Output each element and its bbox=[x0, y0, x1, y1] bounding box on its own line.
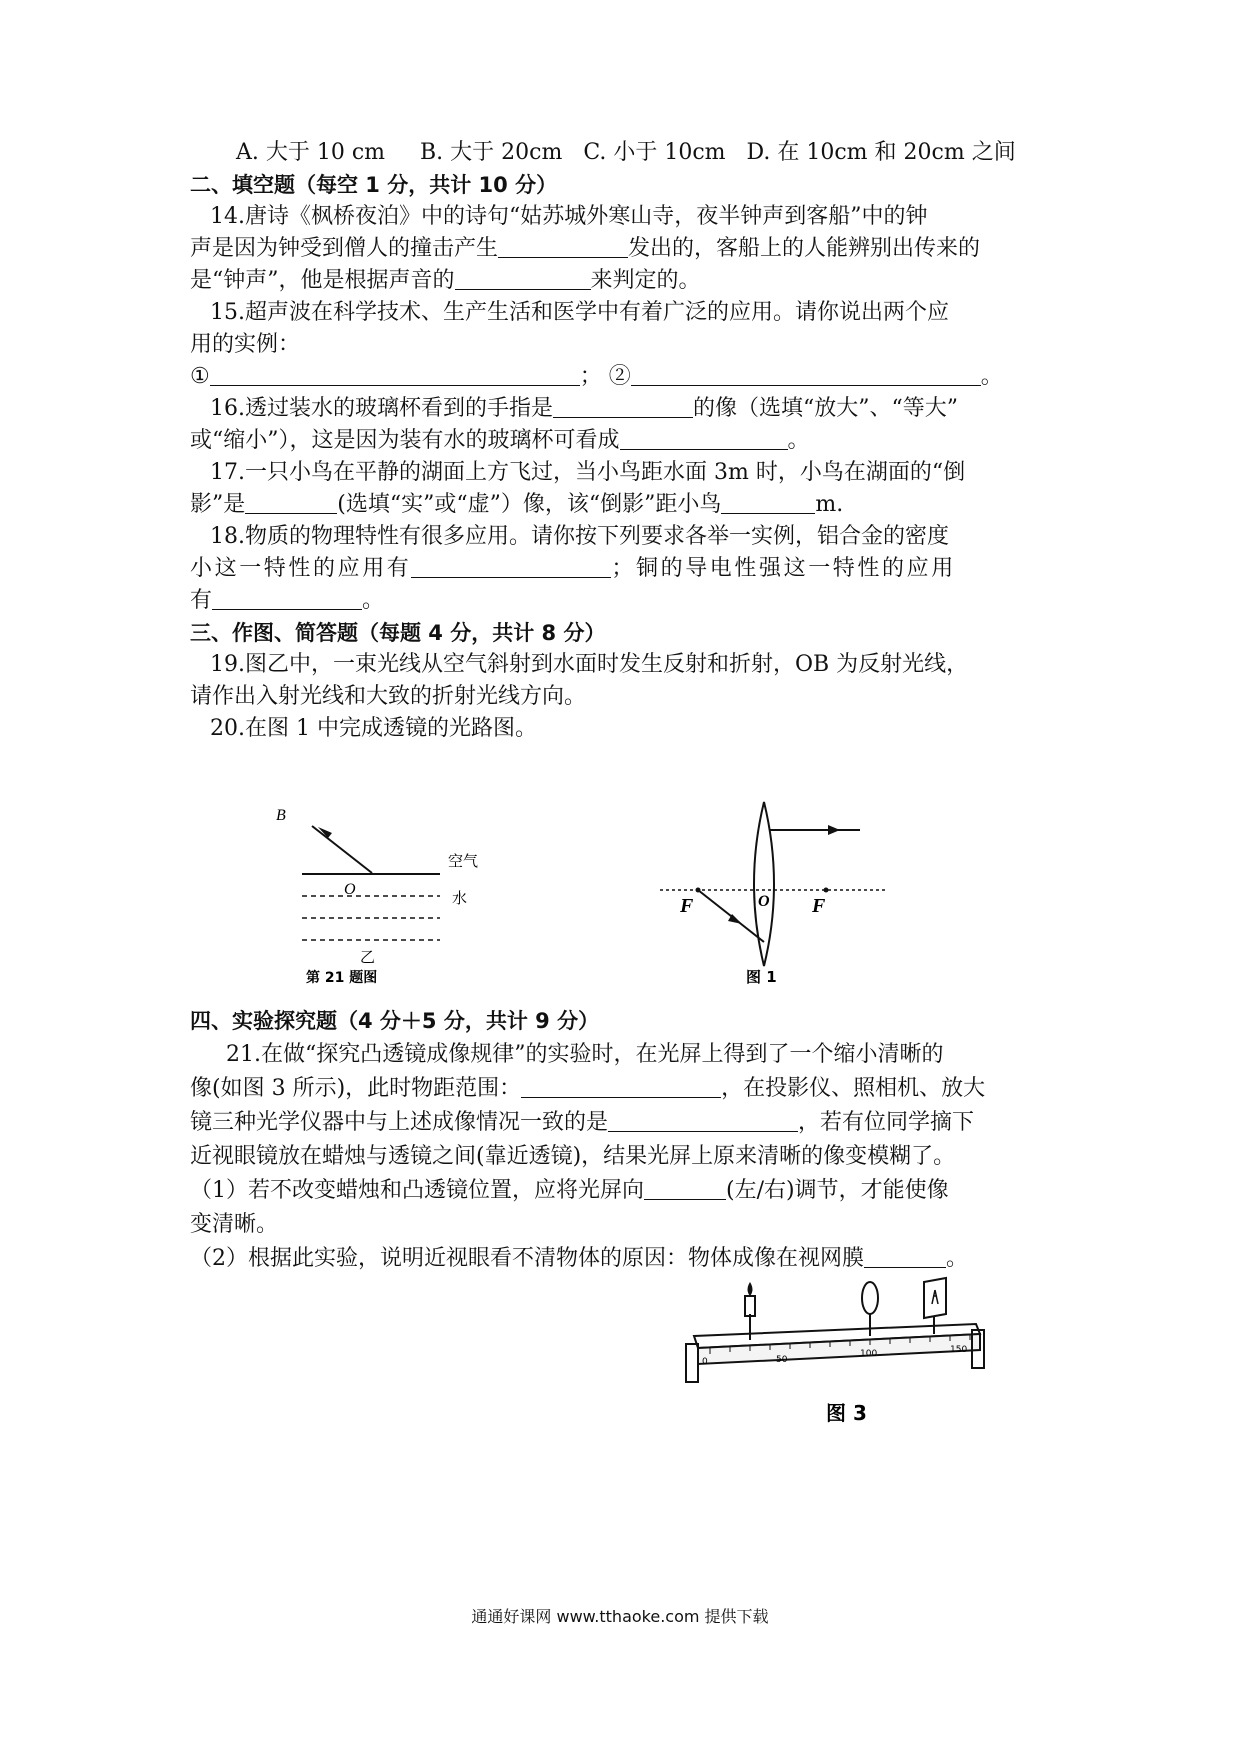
q18-line2 bbox=[190, 554, 956, 584]
lens-figure bbox=[660, 800, 900, 990]
answer-blank[interactable] bbox=[644, 1177, 726, 1200]
answer-blank[interactable] bbox=[631, 363, 981, 386]
q18-text-b: ；铜的导电性强这一特性的应用 bbox=[611, 556, 956, 581]
light-screen bbox=[924, 1278, 946, 1318]
section-3-title: 三、作图、简答题（每题 4 分，共计 8 分） bbox=[190, 621, 606, 645]
q21-text-f: (左/右)调节，才能使像 bbox=[726, 1178, 949, 1203]
q17-line2 bbox=[190, 490, 843, 520]
q17-text-b: (选填“实”或“虚”）像，该“倒影”距小鸟 bbox=[337, 492, 722, 517]
q18-line1: 18.物质的物理特性有很多应用。请你按下列要求各举一实例，铝合金的密度 bbox=[210, 524, 949, 549]
answer-blank[interactable] bbox=[864, 1245, 946, 1268]
label-f-left: F bbox=[680, 895, 694, 917]
q15-line3 bbox=[190, 362, 1003, 392]
answer-blank[interactable] bbox=[411, 555, 611, 578]
lens-figure-caption: 图 1 bbox=[746, 968, 777, 986]
candle bbox=[745, 1296, 755, 1316]
candle-flame-icon bbox=[748, 1282, 753, 1296]
q17-line1: 17.一只小鸟在平静的湖面上方飞过，当小鸟距水面 3m 时，小鸟在湖面的“倒 bbox=[210, 460, 966, 485]
lens-on-bench bbox=[862, 1282, 878, 1314]
reflected-ray-ob bbox=[312, 826, 372, 873]
q21-line4: 近视眼镜放在蜡烛与透镜之间(靠近透镜)，结果光屏上原来清晰的像变模糊了。 bbox=[190, 1144, 956, 1169]
figure-3-caption: 图 3 bbox=[826, 1401, 867, 1425]
q18-text-a: 小这一特性的应用有 bbox=[190, 556, 412, 581]
answer-blank[interactable] bbox=[210, 363, 580, 386]
label-water: 水 bbox=[452, 889, 468, 907]
q21-text-c: 镜三种光学仪器中与上述成像情况一致的是 bbox=[190, 1110, 609, 1135]
tick-label-50: 50 bbox=[776, 1355, 788, 1365]
q16-line2 bbox=[190, 426, 810, 456]
optical-bench-ruler bbox=[698, 1334, 980, 1364]
q14-text-b: 发出的，客船上的人能辨别出传来的 bbox=[628, 236, 981, 261]
q15-line2: 用的实例： bbox=[190, 332, 301, 357]
page-footer: 通通好课网 www.tthaoke.com 提供下载 bbox=[471, 1607, 769, 1626]
q21-text-b: ，在投影仪、照相机、放大 bbox=[721, 1076, 986, 1101]
q18-text-d: 。 bbox=[362, 588, 385, 613]
q21-text-e: （1）若不改变蜡烛和凸透镜位置，应将光屏向 bbox=[190, 1178, 644, 1203]
q14-text-d: 来判定的。 bbox=[590, 268, 701, 293]
q16-text-c: 或“缩小”），这是因为装有水的玻璃杯可看成 bbox=[190, 428, 620, 453]
q19-line2: 请作出入射光线和大致的折射光线方向。 bbox=[190, 684, 587, 709]
q21-line2 bbox=[190, 1074, 985, 1104]
q15-mark-1: ① bbox=[190, 364, 210, 389]
q17-text-c: m. bbox=[815, 492, 844, 517]
q21-line5 bbox=[190, 1176, 949, 1206]
optical-bench-figure bbox=[680, 1274, 990, 1434]
label-f-right: F bbox=[812, 895, 826, 917]
answer-blank[interactable] bbox=[521, 1075, 721, 1098]
left-figure-caption: 第 21 题图 bbox=[306, 970, 378, 985]
option-c: C. 小于 10cm bbox=[583, 140, 726, 165]
answer-blank[interactable] bbox=[455, 267, 591, 290]
q17-text-a: 影”是 bbox=[190, 492, 246, 517]
q21-line3 bbox=[190, 1108, 974, 1138]
focus-point-left bbox=[696, 888, 701, 893]
tick-label-100: 100 bbox=[860, 1349, 878, 1359]
q21-text-h: 。 bbox=[946, 1246, 969, 1271]
q21-line1: 21.在做“探究凸透镜成像规律”的实验时，在光屏上得到了一个缩小清晰的 bbox=[226, 1042, 944, 1067]
answer-blank[interactable] bbox=[498, 235, 628, 258]
outgoing-ray-arrowhead bbox=[828, 825, 840, 835]
label-b: B bbox=[276, 807, 286, 824]
q21-line7 bbox=[190, 1244, 968, 1274]
label-air: 空气 bbox=[448, 852, 479, 870]
answer-blank[interactable] bbox=[608, 1109, 798, 1132]
answer-blank[interactable] bbox=[245, 491, 337, 514]
label-yi: 乙 bbox=[360, 948, 376, 966]
option-a: A. 大于 10 cm bbox=[236, 140, 386, 165]
section-2-title: 二、填空题（每空 1 分，共计 10 分） bbox=[190, 173, 558, 197]
q18-text-c: 有 bbox=[190, 588, 213, 613]
option-b: B. 大于 20cm bbox=[420, 140, 563, 165]
q19-line1: 19.图乙中，一束光线从空气斜射到水面时发生反射和折射，OB 为反射光线， bbox=[210, 652, 969, 677]
section-4-title: 四、实验探究题（4 分＋5 分，共计 9 分） bbox=[190, 1009, 600, 1033]
option-d: D. 在 10cm 和 20cm 之间 bbox=[746, 140, 1016, 165]
answer-blank[interactable] bbox=[212, 587, 362, 610]
answer-blank[interactable] bbox=[620, 427, 788, 450]
q15-line1: 15.超声波在科学技术、生产生活和医学中有着广泛的应用。请你说出两个应 bbox=[210, 300, 949, 325]
label-o: O bbox=[344, 881, 356, 898]
q21-line6: 变清晰。 bbox=[190, 1212, 279, 1237]
q14-line1: 14.唐诗《枫桥夜泊》中的诗句“姑苏城外寒山寺，夜半钟声到客船”中的钟 bbox=[210, 204, 928, 229]
tick-label-0: 0 bbox=[702, 1357, 708, 1367]
answer-blank[interactable] bbox=[553, 395, 693, 418]
q14-line2 bbox=[190, 234, 980, 264]
tick-label-150: 150 bbox=[950, 1345, 968, 1355]
q15-separator: ； ② bbox=[579, 364, 631, 389]
q20-line1: 20.在图 1 中完成透镜的光路图。 bbox=[210, 716, 537, 741]
focus-point-right bbox=[824, 888, 829, 893]
q14-text-c: 是“钟声”，他是根据声音的 bbox=[190, 268, 455, 293]
q16-line1 bbox=[210, 394, 958, 424]
q21-text-a: 像(如图 3 所示)，此时物距范围： bbox=[190, 1076, 522, 1101]
reflection-figure bbox=[270, 800, 500, 985]
label-lens-o: O bbox=[758, 893, 770, 910]
answer-blank[interactable] bbox=[721, 491, 815, 514]
q21-text-g: （2）根据此实验，说明近视眼看不清物体的原因：物体成像在视网膜 bbox=[190, 1246, 864, 1271]
q21-text-d: ，若有位同学摘下 bbox=[798, 1110, 975, 1135]
q14-text-a: 声是因为钟受到僧人的撞击产生 bbox=[190, 236, 499, 261]
q15-end: 。 bbox=[980, 364, 1003, 389]
q16-text-b: 的像（选填“放大”、“等大” bbox=[693, 396, 958, 421]
bench-left-leg bbox=[686, 1344, 698, 1382]
q16-text-a: 16.透过装水的玻璃杯看到的手指是 bbox=[210, 396, 553, 421]
q13-options bbox=[236, 138, 1016, 168]
q14-line3 bbox=[190, 266, 701, 296]
q18-line3 bbox=[190, 586, 384, 616]
q16-text-d: 。 bbox=[787, 428, 810, 453]
